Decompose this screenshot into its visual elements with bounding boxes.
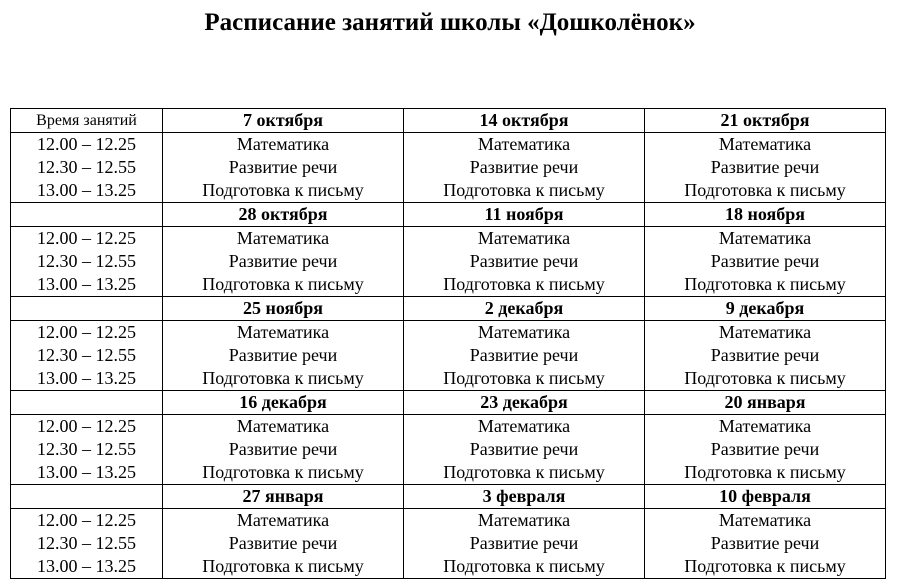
lesson-time: 13.00 – 13.25 — [11, 461, 163, 485]
lesson-row — [11, 273, 886, 297]
lesson-time: 12.00 – 12.25 — [11, 509, 163, 533]
empty-header-cell — [11, 203, 163, 227]
lesson-subject: Развитие речи — [645, 156, 886, 179]
lesson-subject: Развитие речи — [163, 250, 404, 273]
empty-header-cell — [11, 297, 163, 321]
lesson-row — [11, 227, 886, 251]
lesson-time: 12.00 – 12.25 — [11, 133, 163, 157]
lesson-subject: Подготовка к письму — [163, 555, 404, 579]
date-header-row — [11, 203, 886, 227]
lesson-subject: Математика — [645, 133, 886, 157]
lesson-subject: Подготовка к письму — [163, 367, 404, 391]
lesson-row — [11, 367, 886, 391]
page-title: Расписание занятий школы «Дошколёнок» — [204, 9, 696, 36]
lesson-time: 12.00 – 12.25 — [11, 321, 163, 345]
lesson-subject: Развитие речи — [404, 250, 645, 273]
lesson-subject: Подготовка к письму — [645, 461, 886, 485]
lesson-time: 12.30 – 12.55 — [11, 344, 163, 367]
date-header: 9 декабря — [645, 297, 886, 321]
lesson-time: 12.30 – 12.55 — [11, 438, 163, 461]
lesson-subject: Развитие речи — [163, 344, 404, 367]
date-header-row — [11, 109, 886, 133]
lesson-row — [11, 156, 886, 179]
date-header-row — [11, 391, 886, 415]
lesson-time: 12.30 – 12.55 — [11, 532, 163, 555]
date-header: 2 декабря — [404, 297, 645, 321]
lesson-subject: Математика — [163, 415, 404, 439]
lesson-subject: Математика — [404, 321, 645, 345]
lesson-subject: Математика — [645, 415, 886, 439]
lesson-subject: Развитие речи — [404, 532, 645, 555]
lesson-subject: Развитие речи — [163, 532, 404, 555]
lesson-time: 13.00 – 13.25 — [11, 179, 163, 203]
date-header: 18 ноября — [645, 203, 886, 227]
lesson-subject: Подготовка к письму — [645, 367, 886, 391]
lesson-time: 13.00 – 13.25 — [11, 555, 163, 579]
empty-header-cell — [11, 391, 163, 415]
lesson-subject: Математика — [645, 321, 886, 345]
date-header: 3 февраля — [404, 485, 645, 509]
lesson-subject: Подготовка к письму — [404, 555, 645, 579]
lesson-subject: Математика — [404, 133, 645, 157]
date-header: 7 октября — [163, 109, 404, 133]
date-header: 11 ноября — [404, 203, 645, 227]
lesson-time: 12.30 – 12.55 — [11, 156, 163, 179]
lesson-subject: Математика — [404, 509, 645, 533]
lesson-subject: Развитие речи — [645, 344, 886, 367]
lesson-subject: Подготовка к письму — [404, 273, 645, 297]
lesson-subject: Подготовка к письму — [163, 179, 404, 203]
lesson-row — [11, 133, 886, 157]
lesson-row — [11, 250, 886, 273]
lesson-row — [11, 179, 886, 203]
date-header: 10 февраля — [645, 485, 886, 509]
date-header: 28 октября — [163, 203, 404, 227]
lesson-subject: Математика — [645, 227, 886, 251]
lesson-subject: Математика — [163, 133, 404, 157]
lesson-subject: Математика — [163, 509, 404, 533]
lesson-subject: Математика — [404, 415, 645, 439]
lesson-subject: Развитие речи — [404, 438, 645, 461]
lesson-subject: Подготовка к письму — [404, 179, 645, 203]
lesson-row — [11, 321, 886, 345]
lesson-subject: Математика — [645, 509, 886, 533]
lesson-subject: Подготовка к письму — [404, 461, 645, 485]
lesson-subject: Подготовка к письму — [163, 273, 404, 297]
date-header: 27 января — [163, 485, 404, 509]
date-header: 21 октября — [645, 109, 886, 133]
date-header-row — [11, 297, 886, 321]
lesson-time: 12.00 – 12.25 — [11, 415, 163, 439]
lesson-row — [11, 532, 886, 555]
lesson-subject: Развитие речи — [645, 532, 886, 555]
date-header: 23 декабря — [404, 391, 645, 415]
lesson-time: 12.30 – 12.55 — [11, 250, 163, 273]
lesson-time: 13.00 – 13.25 — [11, 367, 163, 391]
date-header: 20 января — [645, 391, 886, 415]
empty-header-cell — [11, 485, 163, 509]
lesson-time: 13.00 – 13.25 — [11, 273, 163, 297]
lesson-time: 12.00 – 12.25 — [11, 227, 163, 251]
date-header: 16 декабря — [163, 391, 404, 415]
lesson-row — [11, 438, 886, 461]
lesson-subject: Математика — [404, 227, 645, 251]
time-column-header: Время занятий — [11, 109, 163, 133]
lesson-subject: Подготовка к письму — [163, 461, 404, 485]
lesson-row — [11, 461, 886, 485]
lesson-row — [11, 415, 886, 439]
lesson-subject: Подготовка к письму — [404, 367, 645, 391]
lesson-row — [11, 555, 886, 579]
lesson-subject: Развитие речи — [645, 438, 886, 461]
lesson-subject: Подготовка к письму — [645, 179, 886, 203]
lesson-subject: Математика — [163, 321, 404, 345]
lesson-subject: Подготовка к письму — [645, 273, 886, 297]
schedule-table — [10, 108, 886, 579]
date-header-row — [11, 485, 886, 509]
lesson-subject: Развитие речи — [404, 156, 645, 179]
schedule-body — [11, 109, 886, 579]
lesson-subject: Развитие речи — [163, 438, 404, 461]
date-header: 25 ноября — [163, 297, 404, 321]
date-header: 14 октября — [404, 109, 645, 133]
lesson-row — [11, 509, 886, 533]
lesson-subject: Развитие речи — [163, 156, 404, 179]
lesson-subject: Развитие речи — [404, 344, 645, 367]
lesson-subject: Подготовка к письму — [645, 555, 886, 579]
lesson-subject: Развитие речи — [645, 250, 886, 273]
lesson-row — [11, 344, 886, 367]
lesson-subject: Математика — [163, 227, 404, 251]
